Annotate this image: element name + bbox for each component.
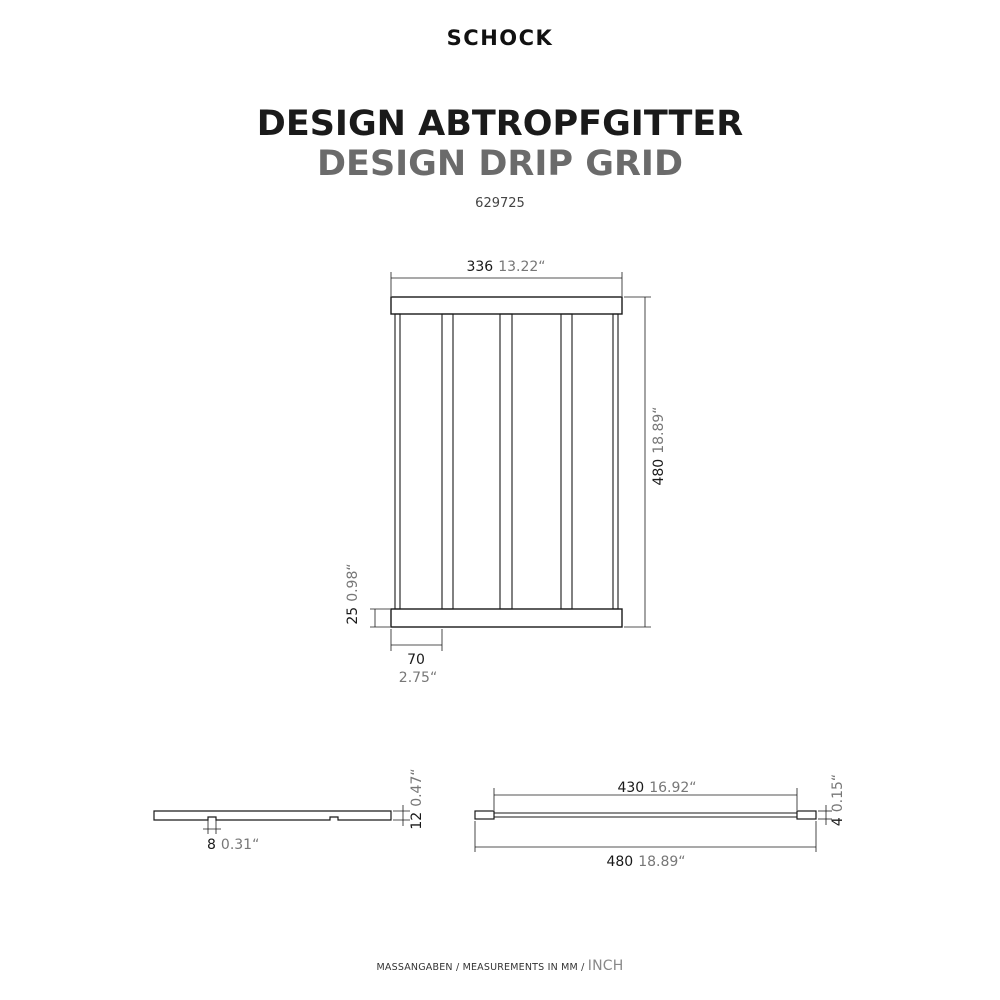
dim-notch: 8 0.31“ [207,837,260,853]
title-english: DESIGN DRIP GRID [316,144,683,184]
dim-height: 48018.89“ [651,406,667,486]
end-cap-left [475,811,494,819]
dim-top-width: 336 13.22“ [466,259,546,275]
inner-bar-3 [561,314,572,609]
front-view [475,774,846,870]
left-bar [395,314,400,609]
dim-gap-inch: 2.75“ [398,670,438,686]
measurement-note [0,958,1000,974]
side-view [154,768,425,853]
dim-bar-height: 40.15“ [830,773,846,827]
inner-bar-2 [500,314,512,609]
article-number: 629725 [475,196,525,211]
dim-total-length: 480 18.89“ [606,854,686,870]
measurement-note-inch: INCH [587,958,624,974]
dim-inner-length: 430 16.92“ [617,780,697,796]
side-profile [154,811,391,820]
bottom-rail [391,609,622,627]
brand-logo: SCHOCK [446,26,554,50]
dim-thickness: 120.47“ [409,768,425,830]
measurement-note-text: MASSANGABEN / MEASUREMENTS IN MM / [376,962,588,973]
title-german: DESIGN ABTROPFGITTER [256,104,744,144]
top-view [345,259,667,686]
top-rail [391,297,622,314]
dim-gap-mm: 70 [407,652,425,668]
inner-bar-1 [442,314,453,609]
dim-rail-depth: 250.98“ [345,563,361,625]
end-cap-right [797,811,816,819]
right-bar [613,314,618,609]
